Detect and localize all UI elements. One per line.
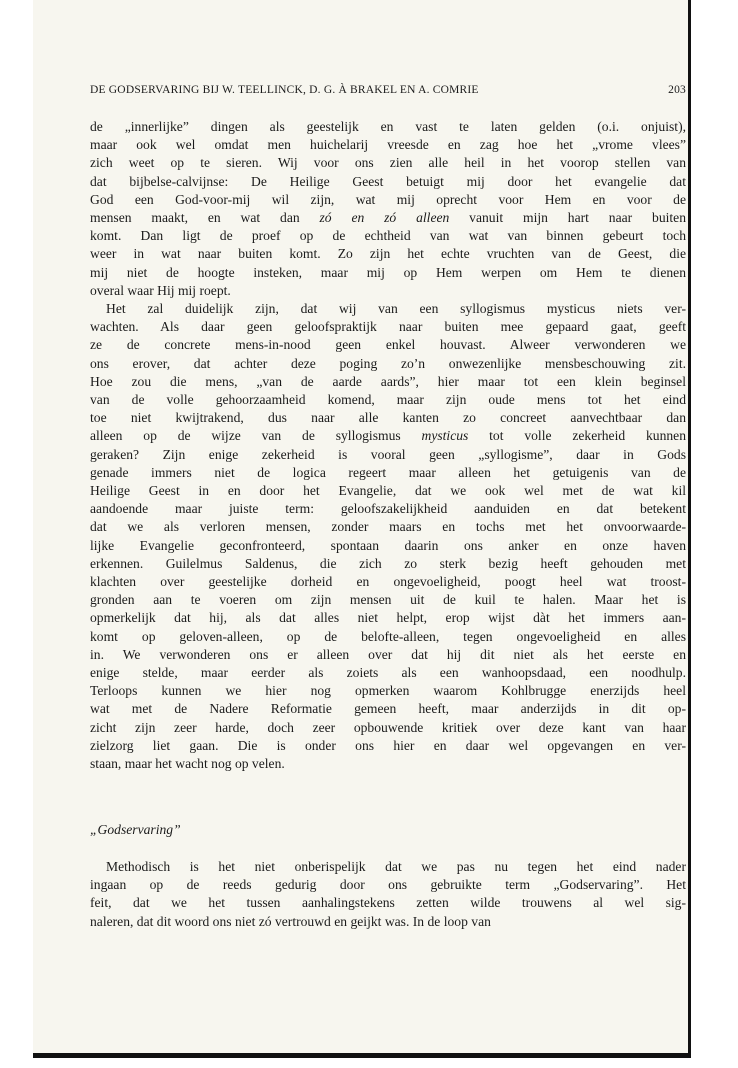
text-line: wat met de Nadere Reformatie gemeen heeft, maar anderzijds in dit op- (90, 701, 686, 717)
text-line: dat bijbelse-calvijnse: De Heilige Geest betuigt mij door het evangelie dat (90, 173, 686, 189)
text-line: staan, maar het wacht nog op velen. (90, 756, 285, 771)
text-line: weer in wat naar buiten komt. Zo zijn het echte vruchten van de Geest, die (90, 246, 686, 262)
text-line: alleen op de wijze van de syllogismus mysticus tot volle zekerheid kunnen (90, 428, 686, 444)
text-line: geraken? Zijn enige zekerheid is vooral geen „syllogisme”, daar in Gods (90, 446, 686, 462)
text-line: dat we als verloren mensen, zonder maars en tochs met het onvoorwaarde- (90, 519, 686, 535)
text-line: Terloops kunnen we hier nog opmerken waarom Kohlbrugge enerzijds heel (90, 683, 686, 699)
text-line: zicht zijn zeer harde, doch zeer opbouwende kritiek over deze kant van haar (90, 719, 686, 735)
text-line: ze de concrete mens-in-nood geen enkel houvast. Alweer verwonderen we (90, 337, 686, 353)
text-line: Het zal duidelijk zijn, dat wij van een syllogismus mysticus niets ver- (106, 301, 686, 316)
text-line: Hoe zou die mens, „van de aarde aards”, hier maar tot een klein beginsel (90, 373, 686, 389)
text-line: ons erover, dat achter deze poging zo’n onwezenlijke mensbeschouwing zit. (90, 355, 686, 371)
text-line: klachten over geestelijke dorheid en ongevoeligheid, poogt heel wat troost- (90, 574, 686, 589)
text-line: zielzorg liet gaan. Die is onder ons hier en daar wel opgevangen en ver- (90, 737, 686, 753)
text-line: naleren, dat dit woord ons niet zó vertrouwd en geijkt was. In de loop van (90, 913, 491, 929)
text-line: komt. Dan ligt de proef op de echtheid van wat van binnen gebeurt toch (90, 228, 686, 244)
text-line: Heilige Geest in en door het Evangelie, dat we ook wel met de wat kil (90, 483, 686, 498)
text-line: de „innerlijke” dingen als geestelijk en vast te laten gelden (o.i. onjuist), (90, 119, 686, 134)
section-heading: „Godservaring” (90, 822, 181, 837)
text-line: van de volle gehoorzaamheid komend, maar zijn oude mens tot het eind (90, 392, 686, 407)
page-number: 203 (668, 84, 686, 96)
text-line: toe niet kwijtrakend, dus naar alle kanten zo concreet aanvechtbaar dan (90, 410, 686, 426)
text-line: enige stelde, maar eerder als zoiets als een wanhoopsdaad, een noodhulp. (90, 665, 686, 680)
text-line: feit, dat we het tussen aanhalingstekens zetten wilde trouwens al wel sig- (90, 895, 686, 911)
text-line: erkennen. Guilelmus Saldenus, die zich zo sterk bezig heeft gehouden met (90, 555, 686, 571)
text-line: wachten. Als daar geen geloofspraktijk naar buiten mee gepaard gaat, geeft (90, 319, 686, 335)
text-line: Methodisch is het niet onberispelijk dat we pas nu tegen het eind nader (106, 859, 686, 874)
text-line: maar ook wel omdat men huichelarij vreesde en zag hoe het „vrome vlees” (90, 137, 686, 153)
running-header (90, 84, 686, 96)
text-line: aandoende maar juiste term: geloofszakelijkheid aanduiden en dat betekent (90, 501, 686, 517)
text-line: in. We verwonderen ons er alleen over dat hij dit niet als het eerste en (90, 646, 686, 662)
text-line: gronden aan te voeren om zijn mensen uit de kuil te halen. Maar het is (90, 592, 686, 608)
text-line: opmerkelijk dat hij, als dat alles niet helpt, erop wijst dàt het immers aan- (90, 610, 686, 626)
text-line: genade immers niet de logica regeert maar alleen het getuigenis van de (90, 464, 686, 480)
text-line: God een God-voor-mij wil zijn, wat mij oprecht voor Hem en voor de (90, 191, 686, 207)
text-line: mensen maakt, en wat dan zó en zó alleen vanuit mijn hart naar buiten (90, 210, 686, 225)
text-line: komt op geloven-alleen, op de belofte-alleen, tegen ongevoeligheid en alles (90, 628, 686, 644)
text-line: mij niet de hoogte insteken, maar mij op Hem werpen om Hem te dienen (90, 264, 686, 280)
text-line: overal waar Hij mij roept. (90, 282, 231, 298)
running-title: DE GODSERVARING BIJ W. TEELLINCK, D. G. À BRAKEL EN A. COMRIE (90, 84, 479, 96)
text-line: lijke Evangelie geconfronteerd, spontaan daarin ons anker en onze haven (90, 537, 686, 553)
text-line: zich weet op te sieren. Wij voor ons zien alle heil in het voorop stellen van (90, 155, 686, 171)
text-line: ingaan op de reeds gedurig door ons gebruikte term „Godservaring”. Het (90, 877, 686, 893)
